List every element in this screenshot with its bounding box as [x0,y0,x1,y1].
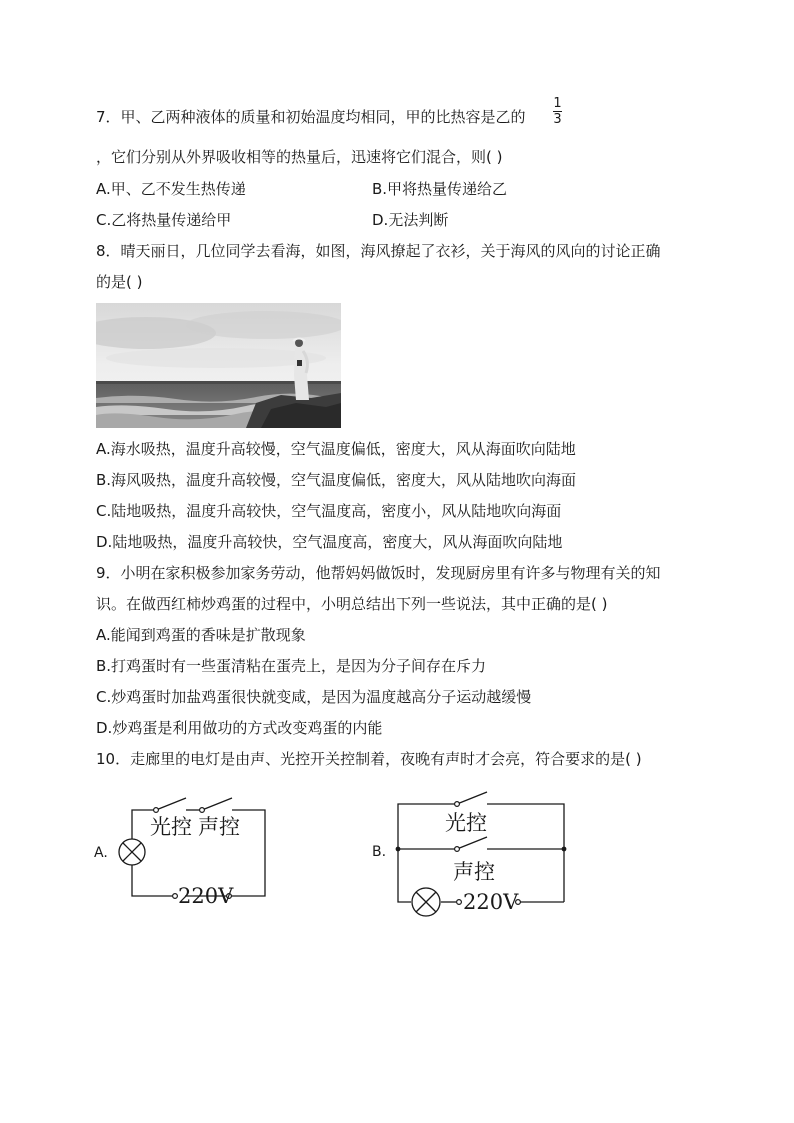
q9-option-d[interactable]: D.炒鸡蛋是利用做功的方式改变鸡蛋的内能 [96,719,383,737]
q7-option-b[interactable]: B.甲将热量传递给乙 [372,180,508,198]
q7-option-c[interactable]: C.乙将热量传递给甲 [96,211,232,229]
q10-circuit-a[interactable] [90,790,280,910]
q8-option-c[interactable]: C.陆地吸热，温度升高较快，空气温度高，密度小，风从陆地吹向海面 [96,502,562,520]
circuit-a-option-label: A. [94,845,108,861]
q8-option-b[interactable]: B.海风吸热，温度升高较慢，空气温度偏低，密度大，风从陆地吹向海面 [96,471,577,489]
circuit-a-light-switch-label: 光控 [150,815,192,839]
q9-stem-line1: 9．小明在家积极参加家务劳动，他帮妈妈做饭时，发现厨房里有许多与物理有关的知 [96,564,661,582]
q7-stem-part2: ，它们分别从外界吸收相等的热量后，迅速将它们混合，则( ) [96,148,503,166]
q7-fraction-denominator: 3 [553,112,562,127]
circuit-b-light-switch-label: 光控 [445,811,487,835]
seaside-photo-art [96,303,341,428]
bulb-b-icon [412,888,440,916]
q9-option-a[interactable]: A.能闻到鸡蛋的香味是扩散现象 [96,626,306,644]
q9-option-c[interactable]: C.炒鸡蛋时加盐鸡蛋很快就变咸，是因为温度越高分子运动越缓慢 [96,688,532,706]
q8-option-a[interactable]: A.海水吸热，温度升高较慢，空气温度偏低，密度大，风从海面吹向陆地 [96,440,576,458]
q8-stem-line1: 8．晴天丽日，几位同学去看海，如图，海风撩起了衣衫，关于海风的风向的讨论正确 [96,242,661,260]
q8-stem-line2: 的是( ) [96,273,143,291]
q7-stem-part1: 7．甲、乙两种液体的质量和初始温度均相同，甲的比热容是乙的 [96,108,526,126]
q7-fraction-numerator: 1 [553,96,562,111]
q9-stem-line2: 识。在做西红柿炒鸡蛋的过程中，小明总结出下列一些说法，其中正确的是( ) [96,595,608,613]
bulb-a-icon [119,839,145,865]
circuit-b-voltage-label: 220V [463,890,519,914]
q7-fraction [553,97,562,126]
q10-circuit-b[interactable] [368,788,578,923]
q7-option-d[interactable]: D.无法判断 [372,211,449,229]
q10-stem: 10．走廊里的电灯是由声、光控开关控制着，夜晚有声时才会亮，符合要求的是( ) [96,750,642,768]
circuit-a-voltage-label: 220V [178,884,234,908]
circuit-a-sound-switch-label: 声控 [198,815,240,839]
circuit-b-sound-switch-label: 声控 [453,860,495,884]
seaside-photo [96,303,341,428]
q8-option-d[interactable]: D.陆地吸热，温度升高较快，空气温度高，密度大，风从海面吹向陆地 [96,533,563,551]
circuit-b-option-label: B. [372,844,387,860]
q7-option-a[interactable]: A.甲、乙不发生热传递 [96,180,246,198]
q9-option-b[interactable]: B.打鸡蛋时有一些蛋清粘在蛋壳上，是因为分子间存在斥力 [96,657,487,675]
